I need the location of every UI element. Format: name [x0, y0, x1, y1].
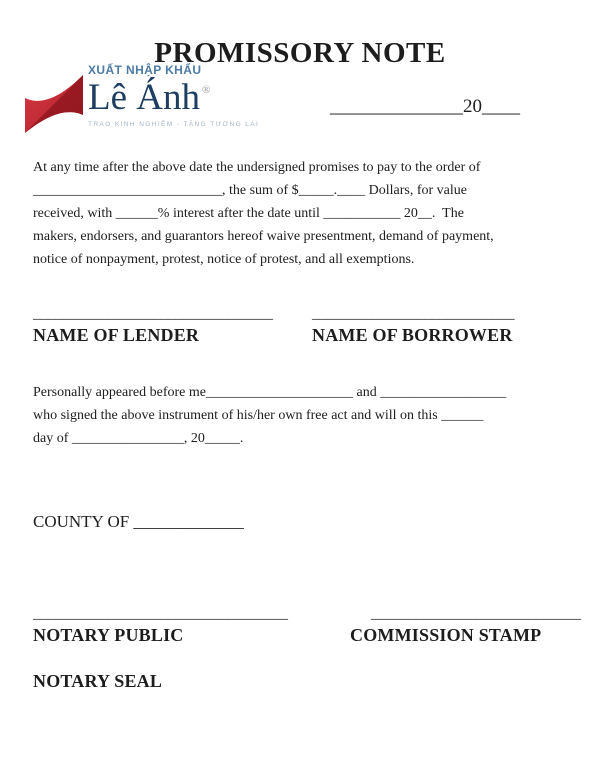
notary-public-signature-line: __________________________________	[33, 606, 288, 622]
notary-public-label: NOTARY PUBLIC	[33, 625, 184, 645]
intro-line-4: makers, endorsers, and guarantors hereof waive presentment, demand of payment,	[33, 229, 494, 244]
logo-brand-name	[88, 77, 259, 119]
intro-line-5: notice of nonpayment, protest, notice of protest, and all exemptions.	[33, 252, 415, 267]
registered-trademark-icon: ®	[202, 84, 211, 97]
notary-public-block	[33, 606, 288, 646]
commission-stamp-block	[350, 606, 581, 646]
notary-line-2: who signed the above instrument of his/her own free act and will on this ______	[33, 408, 484, 423]
county-of-line: COUNTY OF _____________	[33, 512, 244, 531]
document-title: PROMISSORY NOTE	[154, 37, 446, 69]
notary-seal-label: NOTARY SEAL	[33, 671, 163, 691]
logo-tagline: TRAO KINH NGHIỆM - TẶNG TƯƠNG LAI	[88, 121, 260, 129]
logo-flag-icon	[24, 75, 84, 135]
commission-stamp-line: ____________________________	[371, 606, 581, 622]
lender-label: NAME OF LENDER	[33, 325, 200, 345]
intro-line-3: received, with ______% interest after the date until ___________ 20__. The	[33, 206, 464, 221]
lender-signature-line: ________________________________	[33, 306, 273, 322]
commission-stamp-label: COMMISSION STAMP	[350, 625, 542, 645]
borrower-signature-block	[312, 306, 515, 346]
notary-line-3: day of ________________, 20_____.	[33, 431, 244, 446]
brand-logo	[24, 64, 259, 135]
notary-line-1: Personally appeared before me_____________________ and __________________	[33, 385, 507, 400]
logo-top-text: XUẤT NHẬP KHẨU	[88, 63, 202, 77]
logo-text-block	[88, 64, 259, 128]
borrower-label: NAME OF BORROWER	[312, 325, 513, 345]
borrower-signature-line: ___________________________	[312, 306, 515, 322]
notary-paragraph	[33, 381, 506, 450]
logo-brand-text: Lê Ánh	[88, 77, 200, 119]
intro-line-2: ___________________________, the sum of $_____.____ Dollars, for value	[33, 183, 467, 198]
intro-line-1: At any time after the above date the undersigned promises to pay to the order of	[33, 160, 481, 175]
date-blank-line: ______________20____	[330, 96, 520, 117]
intro-paragraph	[33, 156, 494, 271]
lender-signature-block	[33, 306, 273, 346]
